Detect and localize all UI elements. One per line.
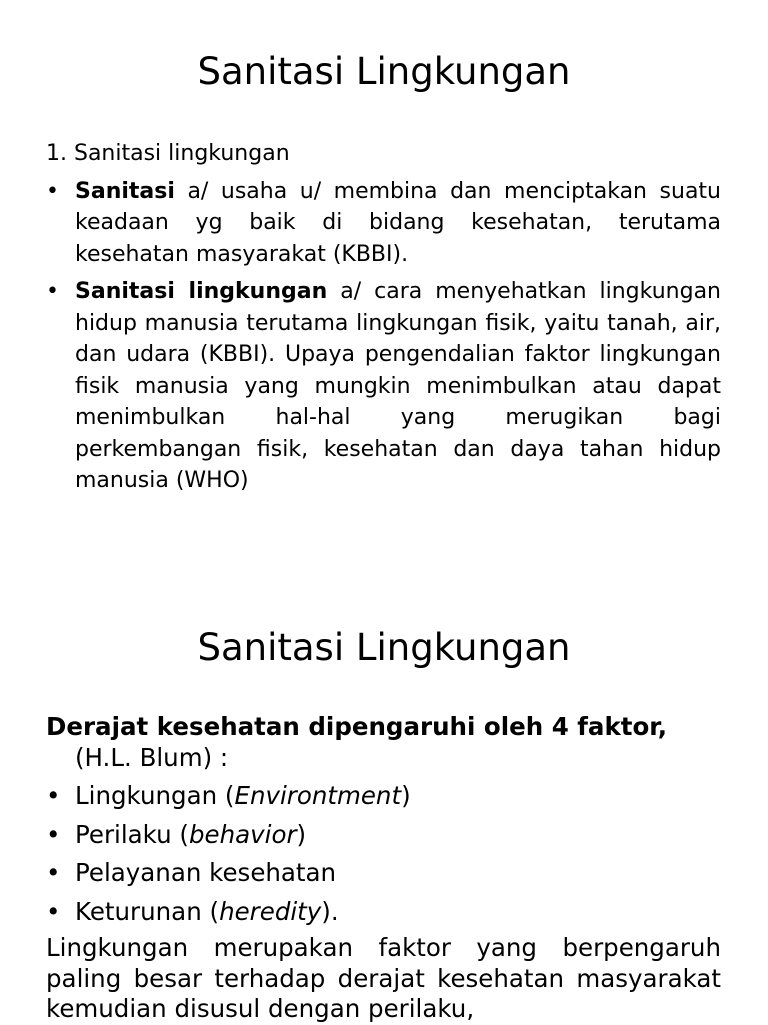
slide-1: [0, 0, 768, 512]
definition-term: Sanitasi: [75, 178, 175, 204]
definition-text: a/ usaha u/ membina dan menciptakan suatu keadaan yg baik di bidang kesehatan, terutama kesehatan masyarakat (KBBI).: [75, 178, 721, 267]
slide-2: [0, 600, 768, 1024]
factor-list: [46, 781, 721, 927]
numbered-item: 1. Sanitasi lingkungan: [46, 141, 290, 166]
factor-item: [46, 820, 721, 851]
factor-term: Environtment: [234, 781, 402, 810]
factor-term: behavior: [188, 819, 297, 849]
slide-2-title: Sanitasi Lingkungan: [197, 626, 571, 669]
slide-1-body: [46, 138, 721, 497]
definition-sanitasi-lingkungan: [46, 276, 721, 497]
slide-2-body: [46, 712, 721, 1025]
definition-sanitasi: [46, 176, 721, 271]
factor-name: Perilaku (: [75, 819, 189, 849]
factor-name: Keturunan (: [75, 896, 220, 926]
lead-paragraph: [46, 712, 721, 773]
lead-bold: Derajat kesehatan dipengaruhi oleh 4 faktor,: [46, 712, 668, 741]
definition-term: Sanitasi lingkungan: [75, 279, 328, 304]
slide-1-title: Sanitasi Lingkungan: [197, 50, 571, 93]
factor-name: Pelayanan kesehatan: [75, 858, 337, 887]
factor-item: [46, 858, 721, 889]
factor-after: ): [401, 781, 411, 810]
factor-item: [46, 781, 721, 812]
factor-after: ).: [321, 896, 339, 926]
factor-term: heredity: [219, 896, 322, 926]
factor-after: ): [296, 819, 307, 849]
factor-item: [46, 897, 721, 928]
definition-text: a/ cara menyehatkan lingkungan hidup manusia terutama lingkungan fisik, yaitu tanah, air, dan udara (KBBI). Upaya pengendalian faktor lingkungan fisik manusia yang mungkin menimbulkan atau dapat menimbulkan hal-hal yang merugikan bagi perkembangan fisik, kesehatan dan daya tahan hidup manusia (WHO): [75, 279, 721, 493]
definition-list: [46, 176, 721, 497]
factor-name: Lingkungan (: [75, 781, 235, 810]
lead-rest: (H.L. Blum) :: [75, 742, 229, 772]
closing-paragraph: Lingkungan merupakan faktor yang berpengaruh paling besar terhadap derajat kesehatan masyarakat kemudian disusul dengan perilaku,: [46, 933, 721, 1023]
